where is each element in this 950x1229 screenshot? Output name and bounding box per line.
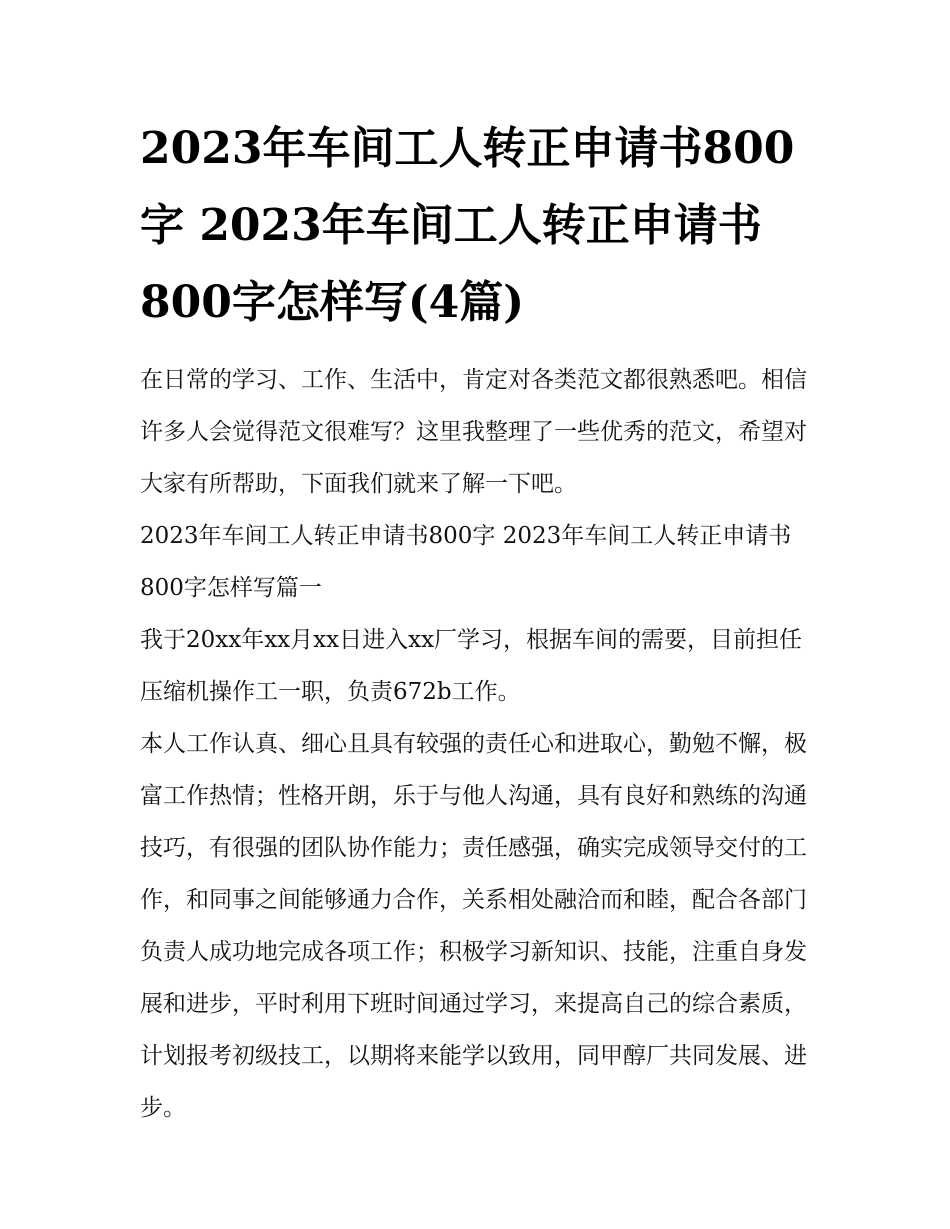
body-paragraph: 我于20xx年xx月xx日进入xx厂学习，根据车间的需要，目前担任压缩机操作工一职，负责672b工作。 [140, 627, 803, 705]
body-paragraph: 本人工作认真、细心且具有较强的责任心和进取心，勤勉不懈，极富工作热情；性格开朗，乐于与他人沟通，具有良好和熟练的沟通技巧，有很强的团队协作能力；责任感强，确实完成领导交付的工作，和同事之间能够通力合作，关系相处融洽而和睦，配合各部门负责人成功地完成各项工作；积极学习新知识、技能，注重自身发展和进步，平时利用下班时间通过学习，来提高自己的综合素质，计划报考初级技工，以期将来能学以致用，同甲醇厂共同发展、进步。 [140, 731, 807, 1121]
document-title: 2023年车间工人转正申请书800字 2023年车间工人转正申请书800字怎样写(4篇) [140, 123, 795, 328]
section-heading: 2023年车间工人转正申请书800字 2023年车间工人转正申请书800字怎样写篇一 [140, 523, 792, 601]
document-body [140, 354, 820, 1134]
intro-paragraph: 在日常的学习、工作、生活中，肯定对各类范文都很熟悉吧。相信许多人会觉得范文很难写？这里我整理了一些优秀的范文，希望对大家有所帮助，下面我们就来了解一下吧。 [140, 367, 807, 497]
